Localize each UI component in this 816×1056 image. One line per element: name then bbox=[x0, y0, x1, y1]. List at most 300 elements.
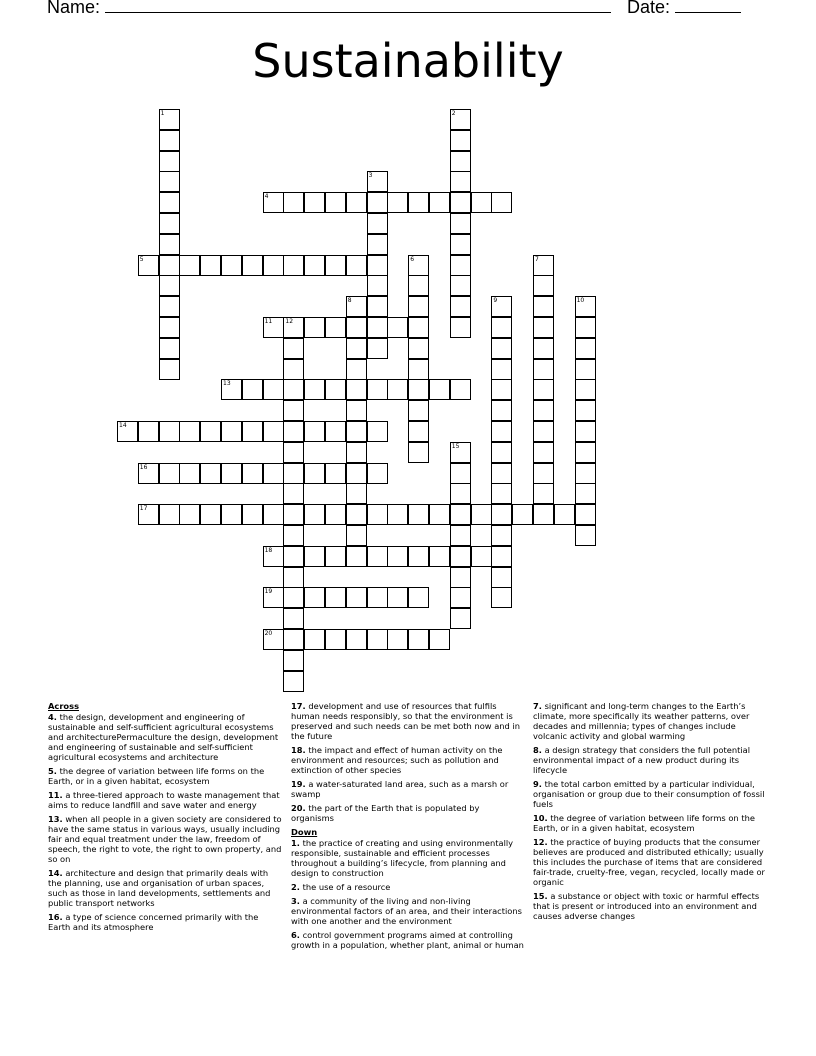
grid-cell[interactable] bbox=[533, 421, 554, 442]
clue-number: 19. bbox=[291, 779, 306, 789]
grid-cell[interactable] bbox=[159, 338, 180, 359]
clue-column-2 bbox=[291, 701, 525, 954]
clue-text: the impact and effect of human activity on the environment and resources; such as pollution and extinction of other species bbox=[291, 745, 503, 775]
grid-cell[interactable] bbox=[283, 421, 304, 442]
grid-cell[interactable] bbox=[450, 483, 471, 504]
clue-item bbox=[48, 712, 282, 762]
grid-cell[interactable] bbox=[367, 275, 388, 296]
grid-cell[interactable] bbox=[387, 629, 408, 650]
grid-cell[interactable] bbox=[533, 400, 554, 421]
across-heading: Across bbox=[48, 701, 80, 711]
grid-cell[interactable] bbox=[491, 421, 512, 442]
grid-cell[interactable] bbox=[138, 255, 159, 276]
clue-number: 4. bbox=[48, 712, 57, 722]
grid-cell[interactable] bbox=[408, 546, 429, 567]
grid-cell[interactable] bbox=[491, 483, 512, 504]
grid-cell[interactable] bbox=[138, 504, 159, 525]
grid-cell[interactable] bbox=[450, 151, 471, 172]
clue-item bbox=[291, 779, 525, 799]
clue-column-1 bbox=[48, 701, 282, 936]
clue-number: 3 bbox=[368, 172, 373, 180]
clue-number: 5. bbox=[48, 766, 57, 776]
grid-cell[interactable] bbox=[346, 483, 367, 504]
clue-text: the design, development and engineering of sustainable and self-sufficient agricultural ecosystems and architecturePermaculture the design, development and engineering of sustainable and self-sufficient agricultural ecosystems and architecture bbox=[48, 712, 279, 762]
grid-cell[interactable] bbox=[450, 504, 471, 525]
clue-number: 1 bbox=[160, 110, 165, 117]
grid-cell[interactable] bbox=[387, 317, 408, 338]
grid-cell[interactable] bbox=[325, 629, 346, 650]
clue-number: 15. bbox=[533, 891, 548, 901]
grid-cell[interactable] bbox=[242, 504, 263, 525]
grid-cell[interactable] bbox=[491, 442, 512, 463]
grid-cell[interactable] bbox=[242, 379, 263, 400]
grid-cell[interactable] bbox=[117, 421, 138, 442]
grid-cell[interactable] bbox=[471, 546, 492, 567]
clue-item bbox=[533, 701, 767, 741]
grid-cell[interactable] bbox=[533, 255, 554, 276]
grid-cell[interactable] bbox=[387, 379, 408, 400]
clue-number: 9. bbox=[533, 779, 542, 789]
clue-number: 1. bbox=[291, 838, 300, 848]
grid-cell[interactable] bbox=[346, 525, 367, 546]
grid-cell[interactable] bbox=[408, 379, 429, 400]
grid-cell[interactable] bbox=[159, 213, 180, 234]
grid-cell[interactable] bbox=[346, 317, 367, 338]
grid-cell[interactable] bbox=[408, 255, 429, 276]
grid-cell[interactable] bbox=[159, 504, 180, 525]
clue-number: 6 bbox=[410, 255, 415, 263]
grid-cell[interactable] bbox=[283, 671, 304, 692]
clue-text: the use of a resource bbox=[299, 882, 391, 892]
clue-number: 18. bbox=[291, 745, 306, 755]
grid-cell[interactable] bbox=[283, 400, 304, 421]
grid-cell[interactable] bbox=[367, 296, 388, 317]
grid-cell[interactable] bbox=[367, 504, 388, 525]
clue-text: the practice of creating and using environmentally responsible, sustainable and efficient processes throughout a building’s lifecycle, from planning and design to construction bbox=[291, 838, 514, 878]
clue-number: 16 bbox=[139, 463, 148, 471]
grid-cell[interactable] bbox=[263, 463, 284, 484]
grid-cell[interactable] bbox=[179, 255, 200, 276]
grid-cell[interactable] bbox=[533, 483, 554, 504]
grid-cell[interactable] bbox=[221, 421, 242, 442]
grid-cell[interactable] bbox=[159, 171, 180, 192]
clue-number: 5 bbox=[139, 255, 144, 263]
grid-cell[interactable] bbox=[325, 192, 346, 213]
grid-cell[interactable] bbox=[429, 379, 450, 400]
clue-item bbox=[48, 912, 282, 932]
grid-cell[interactable] bbox=[325, 504, 346, 525]
clue-number: 14. bbox=[48, 868, 63, 878]
grid-cell[interactable] bbox=[304, 504, 325, 525]
grid-cell[interactable] bbox=[491, 546, 512, 567]
grid-cell[interactable] bbox=[554, 504, 575, 525]
clue-list bbox=[291, 701, 525, 823]
grid-cell[interactable] bbox=[575, 338, 596, 359]
grid-cell[interactable] bbox=[575, 359, 596, 380]
grid-cell[interactable] bbox=[221, 504, 242, 525]
clue-list bbox=[48, 712, 282, 932]
grid-cell[interactable] bbox=[346, 546, 367, 567]
clue-number: 11. bbox=[48, 790, 63, 800]
grid-cell[interactable] bbox=[408, 504, 429, 525]
grid-cell[interactable] bbox=[283, 504, 304, 525]
grid-cell[interactable] bbox=[450, 234, 471, 255]
grid-cell[interactable] bbox=[263, 255, 284, 276]
grid-cell[interactable] bbox=[283, 650, 304, 671]
grid-cell[interactable] bbox=[283, 629, 304, 650]
grid-cell[interactable] bbox=[325, 255, 346, 276]
grid-cell[interactable] bbox=[450, 525, 471, 546]
grid-cell[interactable] bbox=[263, 629, 284, 650]
clue-item bbox=[291, 745, 525, 775]
grid-cell[interactable] bbox=[159, 151, 180, 172]
clue-number: 13 bbox=[223, 380, 231, 388]
grid-cell[interactable] bbox=[491, 338, 512, 359]
grid-cell[interactable] bbox=[408, 629, 429, 650]
clue-number: 14 bbox=[119, 422, 127, 429]
grid-cell[interactable] bbox=[200, 255, 221, 276]
grid-cell[interactable] bbox=[263, 504, 284, 525]
grid-cell[interactable] bbox=[408, 275, 429, 296]
grid-cell[interactable] bbox=[387, 504, 408, 525]
grid-cell[interactable] bbox=[450, 608, 471, 629]
grid-cell[interactable] bbox=[138, 421, 159, 442]
grid-cell[interactable] bbox=[304, 192, 325, 213]
clue-item bbox=[533, 813, 767, 833]
grid-cell[interactable] bbox=[242, 421, 263, 442]
clue-number: 17 bbox=[139, 505, 148, 513]
grid-cell[interactable] bbox=[346, 338, 367, 359]
clue-text: the total carbon emitted by a particular individual, organisation or group due to their consumption of fossil fuels bbox=[533, 779, 765, 809]
clue-item bbox=[291, 838, 525, 878]
grid-cell[interactable] bbox=[408, 421, 429, 442]
grid-cell[interactable] bbox=[346, 587, 367, 608]
grid-cell[interactable] bbox=[283, 608, 304, 629]
clue-item bbox=[533, 891, 767, 921]
grid-cell[interactable] bbox=[408, 442, 429, 463]
grid-cell[interactable] bbox=[159, 234, 180, 255]
grid-cell[interactable] bbox=[367, 587, 388, 608]
grid-cell[interactable] bbox=[367, 629, 388, 650]
clue-number: 8. bbox=[533, 745, 542, 755]
grid-cell[interactable] bbox=[325, 587, 346, 608]
grid-cell[interactable] bbox=[471, 504, 492, 525]
grid-cell[interactable] bbox=[283, 567, 304, 588]
grid-cell[interactable] bbox=[159, 255, 180, 276]
grid-cell[interactable] bbox=[283, 379, 304, 400]
grid-cell[interactable] bbox=[304, 546, 325, 567]
grid-cell[interactable] bbox=[491, 296, 512, 317]
grid-cell[interactable] bbox=[367, 421, 388, 442]
clue-item bbox=[48, 868, 282, 908]
grid-cell[interactable] bbox=[408, 359, 429, 380]
grid-cell[interactable] bbox=[200, 421, 221, 442]
clue-text: significant and long-term changes to the Earth’s climate, more specifically its weather patterns, over decades and millennia; types of changes include volcanic activity and global warming bbox=[533, 701, 750, 741]
clue-item bbox=[533, 745, 767, 775]
grid-cell[interactable] bbox=[408, 296, 429, 317]
grid-cell[interactable] bbox=[283, 442, 304, 463]
clue-item bbox=[291, 701, 525, 741]
clue-number: 6. bbox=[291, 930, 300, 940]
grid-cell[interactable] bbox=[533, 463, 554, 484]
clue-item bbox=[533, 837, 767, 887]
grid-cell[interactable] bbox=[533, 359, 554, 380]
grid-cell[interactable] bbox=[263, 421, 284, 442]
grid-cell[interactable] bbox=[387, 546, 408, 567]
grid-cell[interactable] bbox=[346, 421, 367, 442]
clue-text: architecture and design that primarily deals with the planning, use and organisation of urban spaces, such as those in land developments, settlements and public transport networks bbox=[48, 868, 271, 908]
grid-cell[interactable] bbox=[491, 192, 512, 213]
grid-cell[interactable] bbox=[387, 587, 408, 608]
grid-cell[interactable] bbox=[263, 546, 284, 567]
clue-text: the practice of buying products that the consumer believes are produced and distributed ethically; usually this includes the purchase of items that are considered fair-trade, cruelty-free, vegan, recycled, locally made or organic bbox=[533, 837, 765, 887]
grid-cell[interactable] bbox=[159, 192, 180, 213]
clue-text: a three-tiered approach to waste management that aims to reduce landfill and save water and energy bbox=[48, 790, 280, 810]
clue-text: a community of the living and non-living environmental factors of an area, and their interactions with one another and the environment bbox=[291, 896, 522, 926]
clue-number: 19 bbox=[264, 588, 273, 596]
grid-cell[interactable] bbox=[200, 463, 221, 484]
grid-cell[interactable] bbox=[575, 504, 596, 525]
grid-cell[interactable] bbox=[491, 463, 512, 484]
grid-cell[interactable] bbox=[491, 504, 512, 525]
grid-cell[interactable] bbox=[221, 255, 242, 276]
grid-cell[interactable] bbox=[575, 400, 596, 421]
grid-cell[interactable] bbox=[491, 587, 512, 608]
clue-list bbox=[533, 701, 767, 921]
grid-cell[interactable] bbox=[575, 296, 596, 317]
clue-number: 15 bbox=[451, 442, 460, 450]
grid-cell[interactable] bbox=[367, 546, 388, 567]
grid-cell[interactable] bbox=[367, 192, 388, 213]
clue-number: 16. bbox=[48, 912, 63, 922]
grid-cell[interactable] bbox=[408, 587, 429, 608]
grid-cell[interactable] bbox=[450, 587, 471, 608]
grid-cell[interactable] bbox=[450, 255, 471, 276]
grid-cell[interactable] bbox=[408, 400, 429, 421]
grid-cell[interactable] bbox=[346, 359, 367, 380]
grid-cell[interactable] bbox=[450, 442, 471, 463]
grid-cell[interactable] bbox=[179, 504, 200, 525]
grid-cell[interactable] bbox=[367, 234, 388, 255]
grid-cell[interactable] bbox=[304, 379, 325, 400]
grid-cell[interactable] bbox=[429, 192, 450, 213]
down-heading: Down bbox=[291, 827, 318, 837]
grid-cell[interactable] bbox=[159, 317, 180, 338]
grid-cell[interactable] bbox=[263, 379, 284, 400]
grid-cell[interactable] bbox=[367, 463, 388, 484]
grid-cell[interactable] bbox=[346, 504, 367, 525]
grid-cell[interactable] bbox=[263, 192, 284, 213]
grid-cell[interactable] bbox=[179, 463, 200, 484]
clue-text: the part of the Earth that is populated by organisms bbox=[291, 803, 480, 823]
grid-cell[interactable] bbox=[491, 400, 512, 421]
clue-number: 2. bbox=[291, 882, 300, 892]
grid-cell[interactable] bbox=[533, 504, 554, 525]
grid-cell[interactable] bbox=[304, 421, 325, 442]
grid-cell[interactable] bbox=[346, 400, 367, 421]
clue-list bbox=[291, 838, 525, 950]
grid-cell[interactable] bbox=[450, 463, 471, 484]
grid-cell[interactable] bbox=[367, 317, 388, 338]
clue-number: 20. bbox=[291, 803, 306, 813]
grid-cell[interactable] bbox=[346, 629, 367, 650]
clue-text: development and use of resources that fulfils human needs responsibly, so that the environment is preserved and such needs can be met both now and in the future bbox=[291, 701, 521, 741]
grid-cell[interactable] bbox=[283, 317, 304, 338]
clue-number: 10 bbox=[576, 297, 585, 305]
grid-cell[interactable] bbox=[450, 546, 471, 567]
grid-cell[interactable] bbox=[159, 109, 180, 130]
grid-cell[interactable] bbox=[325, 317, 346, 338]
grid-cell[interactable] bbox=[491, 317, 512, 338]
clue-number: 7 bbox=[535, 255, 539, 263]
grid-cell[interactable] bbox=[221, 463, 242, 484]
grid-cell[interactable] bbox=[450, 192, 471, 213]
clue-number: 8 bbox=[347, 297, 352, 305]
grid-cell[interactable] bbox=[242, 463, 263, 484]
grid-cell[interactable] bbox=[283, 338, 304, 359]
grid-cell[interactable] bbox=[471, 192, 492, 213]
grid-cell[interactable] bbox=[575, 525, 596, 546]
grid-cell[interactable] bbox=[429, 504, 450, 525]
grid-cell[interactable] bbox=[575, 421, 596, 442]
clue-item bbox=[48, 814, 282, 864]
grid-cell[interactable] bbox=[263, 317, 284, 338]
clue-number: 2 bbox=[451, 110, 456, 117]
grid-cell[interactable] bbox=[575, 379, 596, 400]
clue-number: 12. bbox=[533, 837, 548, 847]
grid-cell[interactable] bbox=[159, 463, 180, 484]
grid-cell[interactable] bbox=[512, 504, 533, 525]
grid-cell[interactable] bbox=[387, 192, 408, 213]
grid-cell[interactable] bbox=[491, 359, 512, 380]
grid-cell[interactable] bbox=[367, 338, 388, 359]
clue-number: 10. bbox=[533, 813, 548, 823]
grid-cell[interactable] bbox=[450, 317, 471, 338]
clue-text: a substance or object with toxic or harmful effects that is present or introduced into an environment and causes adverse changes bbox=[533, 891, 760, 921]
clue-number: 9 bbox=[493, 297, 498, 305]
grid-cell[interactable] bbox=[346, 296, 367, 317]
clue-text: when all people in a given society are considered to have the same status in various ways, usually including fair and equal treatment under the law, freedom of speech, the right to vote, the right to own property, and so on bbox=[48, 814, 282, 864]
grid-cell[interactable] bbox=[346, 463, 367, 484]
clue-item bbox=[291, 803, 525, 823]
grid-cell[interactable] bbox=[283, 525, 304, 546]
grid-cell[interactable] bbox=[533, 338, 554, 359]
grid-cell[interactable] bbox=[450, 213, 471, 234]
grid-cell[interactable] bbox=[283, 255, 304, 276]
grid-cell[interactable] bbox=[450, 275, 471, 296]
grid-cell[interactable] bbox=[429, 546, 450, 567]
grid-cell[interactable] bbox=[263, 587, 284, 608]
grid-cell[interactable] bbox=[283, 587, 304, 608]
grid-cell[interactable] bbox=[408, 317, 429, 338]
clue-number: 11 bbox=[264, 318, 273, 325]
grid-cell[interactable] bbox=[242, 255, 263, 276]
grid-cell[interactable] bbox=[283, 546, 304, 567]
grid-cell[interactable] bbox=[533, 296, 554, 317]
grid-cell[interactable] bbox=[450, 109, 471, 130]
grid-cell[interactable] bbox=[325, 546, 346, 567]
grid-cell[interactable] bbox=[304, 587, 325, 608]
grid-cell[interactable] bbox=[283, 483, 304, 504]
grid-cell[interactable] bbox=[450, 567, 471, 588]
grid-cell[interactable] bbox=[491, 567, 512, 588]
grid-cell[interactable] bbox=[408, 338, 429, 359]
clue-number: 4 bbox=[264, 193, 269, 201]
grid-cell[interactable] bbox=[159, 130, 180, 151]
grid-cell[interactable] bbox=[304, 629, 325, 650]
grid-cell[interactable] bbox=[346, 379, 367, 400]
grid-cell[interactable] bbox=[367, 213, 388, 234]
grid-cell[interactable] bbox=[138, 463, 159, 484]
clue-number: 18 bbox=[264, 546, 273, 554]
grid-cell[interactable] bbox=[533, 317, 554, 338]
clue-text: a design strategy that considers the full potential environmental impact of a new product during its lifecycle bbox=[533, 745, 751, 775]
grid-cell[interactable] bbox=[200, 504, 221, 525]
clue-item bbox=[48, 790, 282, 810]
grid-cell[interactable] bbox=[575, 463, 596, 484]
grid-cell[interactable] bbox=[533, 379, 554, 400]
grid-cell[interactable] bbox=[533, 442, 554, 463]
grid-cell[interactable] bbox=[491, 525, 512, 546]
grid-cell[interactable] bbox=[450, 130, 471, 151]
clue-text: the degree of variation between life forms on the Earth, or in a given habitat, ecosystem bbox=[533, 813, 755, 833]
grid-cell[interactable] bbox=[533, 275, 554, 296]
grid-cell[interactable] bbox=[367, 171, 388, 192]
grid-cell[interactable] bbox=[283, 192, 304, 213]
grid-cell[interactable] bbox=[450, 171, 471, 192]
date-label: Date: bbox=[627, 0, 671, 17]
clue-number: 13. bbox=[48, 814, 63, 824]
clue-number: 7. bbox=[533, 701, 542, 711]
grid-cell[interactable] bbox=[450, 296, 471, 317]
clue-item bbox=[291, 882, 525, 892]
clue-number: 12 bbox=[285, 318, 294, 325]
grid-cell[interactable] bbox=[346, 442, 367, 463]
grid-cell[interactable] bbox=[283, 359, 304, 380]
grid-cell[interactable] bbox=[367, 255, 388, 276]
grid-cell[interactable] bbox=[408, 192, 429, 213]
grid-cell[interactable] bbox=[429, 629, 450, 650]
grid-cell[interactable] bbox=[283, 463, 304, 484]
grid-cell[interactable] bbox=[575, 317, 596, 338]
grid-cell[interactable] bbox=[304, 463, 325, 484]
grid-cell[interactable] bbox=[159, 275, 180, 296]
grid-cell[interactable] bbox=[304, 317, 325, 338]
grid-cell[interactable] bbox=[450, 379, 471, 400]
grid-cell[interactable] bbox=[179, 421, 200, 442]
grid-cell[interactable] bbox=[325, 421, 346, 442]
grid-cell[interactable] bbox=[325, 463, 346, 484]
grid-cell[interactable] bbox=[346, 192, 367, 213]
grid-cell[interactable] bbox=[491, 379, 512, 400]
grid-cell[interactable] bbox=[575, 483, 596, 504]
clue-text: the degree of variation between life forms on the Earth, or in a given habitat, ecosystem bbox=[48, 766, 265, 786]
grid-cell[interactable] bbox=[346, 255, 367, 276]
grid-cell[interactable] bbox=[325, 379, 346, 400]
clue-number: 20 bbox=[264, 630, 273, 637]
grid-cell[interactable] bbox=[221, 379, 242, 400]
clue-text: a water-saturated land area, such as a marsh or swamp bbox=[291, 779, 509, 799]
clue-text: a type of science concerned primarily with the Earth and its atmosphere bbox=[48, 912, 259, 932]
clue-item bbox=[533, 779, 767, 809]
grid-cell[interactable] bbox=[304, 255, 325, 276]
grid-cell[interactable] bbox=[575, 442, 596, 463]
grid-cell[interactable] bbox=[367, 379, 388, 400]
grid-cell[interactable] bbox=[159, 359, 180, 380]
grid-cell[interactable] bbox=[159, 421, 180, 442]
clue-number: 17. bbox=[291, 701, 306, 711]
grid-cell[interactable] bbox=[159, 296, 180, 317]
